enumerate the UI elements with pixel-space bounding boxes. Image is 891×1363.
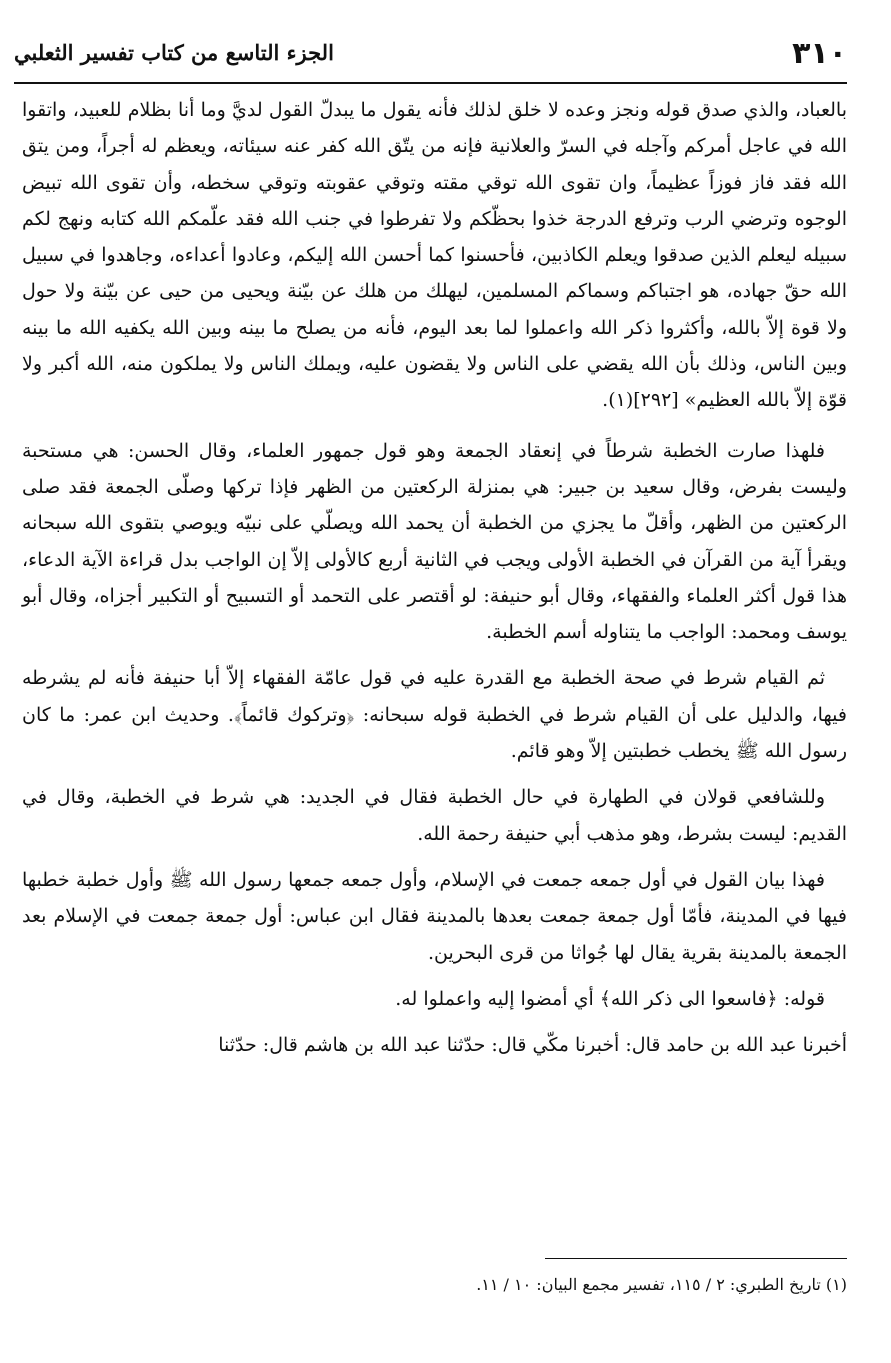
paragraph: قوله: ﴿فاسعوا الى ذكر الله﴾ أي أمضوا إليه واعملوا له. <box>395 987 825 1010</box>
running-title: الجزء التاسع من كتاب تفسير الثعلبي <box>14 40 334 65</box>
page-number: ٣١٠ <box>792 36 847 71</box>
footnote-divider <box>545 1258 847 1259</box>
page-header <box>14 30 847 84</box>
paragraph: فلهذا صارت الخطبة شرطاً في إنعقاد الجمعة وهو قول جمهور العلماء، وقال الحسن: هي مستحبة وليست بفرض، وقال سعيد بن جبير: هي بمنزلة الركعتين من الظهر فإذا تركها وصلّى الجمعة فقد صلى الركعتين من الظهر، وأقلّ ما يجزي من الخطبة أن يحمد الله ويصلّي على نبيّه ويوصي بتقوى الله سبحانه ويقرأ آية من القرآن في الخطبة الأولى ويجب في الثانية أربع كالأولى إلاّ إن الواجب بدل قراءة الآية الدعاء، هذا قول أكثر العلماء والفقهاء، وقال أبو حنيفة: لو أقتصر على التحمد أو التسبيح أو التكبير أجزاه، وقال أبو يوسف ومحمد: الواجب ما يتناوله أسم الخطبة. <box>22 439 847 644</box>
paragraph: وللشافعي قولان في الطهارة في حال الخطبة فقال في الجديد: هي شرط في الخطبة، وقال في القديم: ليست بشرط، وهو مذهب أبي حنيفة رحمة الله. <box>22 786 847 845</box>
paragraph: ثم القيام شرط في صحة الخطبة مع القدرة عليه في قول عامّة الفقهاء إلاّ أبا حنيفة فأنه لم يشرطه فيها، والدليل على أن القيام شرط في الخطبة قوله سبحانه: ﴿وتركوك قائماً﴾. وحديث ابن عمر: ما كان رسول الله ﷺ يخطب خطبتين إلاّ وهو قائم. <box>22 667 847 763</box>
footnote: (١) تاريخ الطبري: ٢ / ١١٥، تفسير مجمع البيان: ١٠ / ١١. <box>476 1275 847 1294</box>
paragraph: بالعباد، والذي صدق قوله ونجز وعده لا خلق لذلك فأنه يقول ما يبدلّ القول لديَّ وما أنا بظلام للعبيد، واتقوا الله في عاجل أمركم وآجله في السرّ والعلانية فإنه من يتّق الله كفر عنه سيئاته، ويعظم له أجراً، ومن يتق الله فقد فاز فوزاً عظيماً، وان تقوى الله توقي مقته وتوقي عقوبته وتوقي سخطه، وأن تقوى الله تبيض الوجوه وترضي الرب وترفع الدرجة خذوا بحظّكم ولا تفرطوا في جنب الله فقد علّمكم الله كتابه ونهج لكم سبيله ليعلم الذين صدقوا ويعلم الكاذبين، فأحسنوا كما أحسن الله إليكم، وعادوا أعداءه، وجاهدوا في سبيل الله حقّ جهاده، هو اجتباكم وسماكم المسلمين، ليهلك من هلك عن بيّنة ويحيى من حيى عن بيّنة ولا حول ولا قوة إلاّ بالله، وأكثروا ذكر الله واعملوا لما بعد اليوم، فأنه من يصلح ما بينه وبين الله يكفيه الله ما بينه وبين الناس، وذلك بأن الله يقضي على الناس ولا يقضون عليه، ويملك الناس ولا يملكون منه، الله أكبر ولا قوّة إلاّ بالله العظيم» [٢٩٢](١). <box>22 99 847 412</box>
paragraph: أخبرنا عبد الله بن حامد قال: أخبرنا مكّي قال: حدّثنا عبد الله بن هاشم قال: حدّثنا <box>218 1034 847 1057</box>
paragraph: فهذا بيان القول في أول جمعه جمعت في الإسلام، وأول جمعه جمعها رسول الله ﷺ وأول خطبة خطبها فيها في المدينة، فأمّا أول جمعة جمعت بعدها بالمدينة فقال ابن عباس: أول جمعة جمعت في الإسلام بعد الجمعة بالمدينة بقرية يقال لها جُواثا من قرى البحرين. <box>22 868 847 964</box>
page-body <box>22 92 847 1073</box>
